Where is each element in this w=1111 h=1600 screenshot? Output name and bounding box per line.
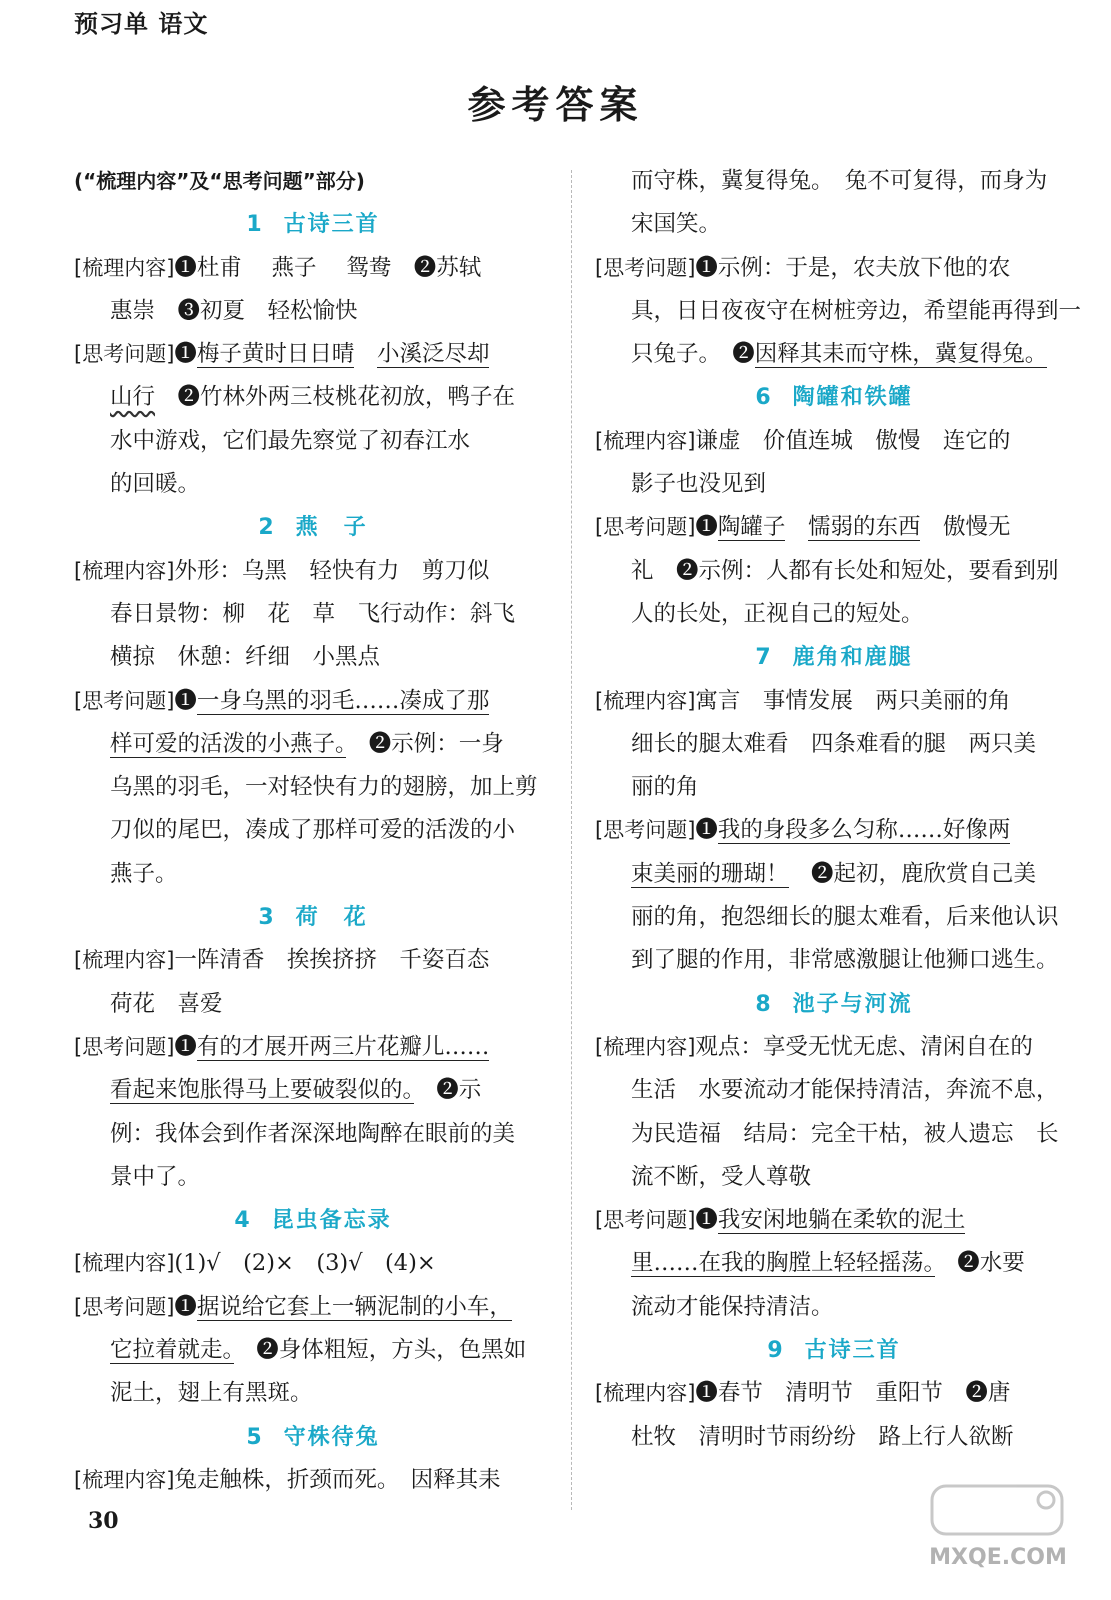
- answer-text: [785, 514, 808, 540]
- text-line: [595, 420, 1073, 463]
- label-tag: [梳理内容]: [595, 428, 696, 453]
- section-heading: [74, 506, 552, 549]
- answer-text: ❶: [174, 1293, 197, 1320]
- section-title: 荷 花: [295, 905, 368, 931]
- text-line: 细长的腿太难看 四条难看的腿 两只美: [631, 730, 1037, 757]
- answer-text: ❶: [695, 1207, 718, 1234]
- text-line: 杜牧 清明时节雨纷纷 路上行人欲断: [631, 1423, 1014, 1450]
- answer-text: ❶: [174, 341, 197, 368]
- text-line: 乌黑的羽毛，一对轻快有力的翅膀，加上剪: [110, 774, 538, 801]
- section-title: 昆虫备忘录: [271, 1208, 392, 1234]
- text-line: 人的长处，正视自己的短处。: [631, 600, 924, 627]
- text-line: 为民造福 结局：完全干枯，被人遗忘 长: [631, 1120, 1059, 1147]
- section-number: 8: [755, 991, 773, 1017]
- answer-text: ❶示例：于是，农夫放下他的农: [695, 254, 1011, 281]
- section-heading: [595, 636, 1073, 679]
- section-title: 池子与河流: [792, 991, 913, 1017]
- label-tag: [思考问题]: [595, 515, 696, 540]
- text-line: 荷花 喜爱: [110, 990, 223, 1017]
- section-heading: [74, 1199, 552, 1242]
- text-line: [595, 247, 1073, 290]
- text-line: 例：我体会到作者深深地陶醉在眼前的美: [110, 1120, 516, 1147]
- section-title: 陶罐和铁罐: [792, 385, 913, 411]
- section-number: 3: [258, 905, 276, 931]
- answer-text: 谦虚 价值连城 傲慢 连它的: [695, 427, 1011, 454]
- page-number: 30: [88, 1508, 119, 1534]
- text-line: [595, 809, 1073, 852]
- answer-text: ❶杜甫 燕子 鸳鸯 ❷苏轼: [174, 254, 482, 281]
- text-line: [595, 333, 1073, 376]
- text-line: 而守株，冀复得兔。 兔不可复得，而身为: [631, 168, 1048, 194]
- text-line: [74, 376, 552, 419]
- text-line: [74, 333, 552, 376]
- text-line: [595, 1026, 1073, 1069]
- section-heading: [595, 1329, 1073, 1372]
- label-tag: [思考问题]: [74, 1034, 175, 1059]
- underlined-text: 梅子黄时日日晴: [196, 341, 355, 368]
- section-heading: [595, 983, 1073, 1026]
- text-line: 水中游戏，它们最先察觉了初春江水: [110, 427, 471, 454]
- section-number: 1: [246, 212, 264, 238]
- label-tag: [思考问题]: [595, 255, 696, 280]
- label-tag: [梳理内容]: [74, 558, 175, 583]
- answer-text: ❷示: [413, 1077, 482, 1104]
- answer-text: ❷示例：一身: [346, 730, 504, 757]
- text-line: [595, 506, 1073, 549]
- text-line: [74, 1286, 552, 1329]
- note-line: (“梳理内容”及“思考问题”部分): [74, 169, 365, 193]
- label-tag: [思考问题]: [74, 342, 175, 367]
- wavy-underlined-text: 山行: [110, 384, 156, 411]
- answer-text: [354, 341, 377, 367]
- label-tag: [梳理内容]: [74, 948, 175, 973]
- answer-text: ❷水要: [934, 1250, 1025, 1277]
- page-title: 参考答案: [467, 82, 644, 127]
- text-line: 流动才能保持清洁。: [631, 1293, 834, 1320]
- section-number: 2: [258, 515, 276, 541]
- text-line: 宋国笑。: [631, 211, 722, 238]
- text-line: 刀似的尾巴，凑成了那样可爱的活泼的小: [110, 817, 516, 844]
- text-line: [74, 1329, 552, 1372]
- text-line: 到了腿的作用，非常感激腿让他狮口逃生。: [631, 947, 1059, 974]
- label-tag: [梳理内容]: [74, 1467, 175, 1492]
- underlined-text: 样可爱的活泼的小燕子。: [110, 730, 347, 757]
- answer-text: (1)√ (2)× (3)√ (4)×: [174, 1250, 436, 1277]
- answer-text: ❶: [174, 1033, 197, 1060]
- section-title: 鹿角和鹿腿: [792, 645, 913, 671]
- answer-text: ❶: [695, 817, 718, 844]
- underlined-text: 里……在我的胸膛上轻轻摇荡。: [631, 1250, 935, 1277]
- text-line: 春日景物：柳 花 草 飞行动作：斜飞: [110, 600, 516, 627]
- page-header: 预习单 语文: [74, 10, 209, 38]
- text-line: 具，日日夜夜守在树桩旁边，希望能再得到一: [631, 297, 1082, 324]
- answer-text: ❷竹林外两三枝桃花初放，鸭子在: [155, 384, 516, 411]
- answer-text: 观点：享受无忧无虑、清闲自在的: [695, 1033, 1033, 1060]
- text-line: 景中了。: [110, 1163, 201, 1190]
- text-line: 影子也没见到: [631, 471, 767, 498]
- answer-text: ❶: [695, 514, 718, 541]
- underlined-text: 据说给它套上一辆泥制的小车，: [196, 1293, 512, 1320]
- underlined-text: 束美丽的珊瑚！: [631, 860, 789, 887]
- section-heading: [74, 896, 552, 939]
- text-line: [595, 1199, 1073, 1242]
- answer-text: 寓言 事情发展 两只美丽的角: [695, 687, 1011, 714]
- section-title: 古诗三首: [804, 1338, 901, 1364]
- underlined-text: 我安闲地躺在柔软的泥土: [717, 1207, 966, 1234]
- text-line: [595, 853, 1073, 896]
- text-line: 的回暖。: [110, 471, 201, 498]
- section-number: 4: [234, 1208, 252, 1234]
- underlined-text: 它拉着就走。: [110, 1337, 234, 1364]
- text-line: 流不断，受人尊敬: [631, 1163, 812, 1190]
- section-number: 6: [755, 385, 773, 411]
- section-title: 守株待兔: [283, 1424, 380, 1450]
- label-tag: [思考问题]: [74, 688, 175, 713]
- text-line: [74, 550, 552, 593]
- text-line: [595, 680, 1073, 723]
- section-title: 古诗三首: [283, 212, 380, 238]
- text-line: 惠崇 ❸初夏 轻松愉快: [110, 297, 358, 324]
- text-line: [74, 1242, 552, 1285]
- section-heading: [74, 1416, 552, 1459]
- answer-text: 只兔子。 ❷: [631, 341, 755, 368]
- watermark-logo: [918, 1478, 1078, 1578]
- answer-text: ❷身体粗短，方头，色黑如: [233, 1337, 527, 1364]
- text-line: [74, 1069, 552, 1112]
- text-line: 横掠 休憩：纤细 小黑点: [110, 644, 381, 671]
- right-column: [595, 160, 1082, 1459]
- label-tag: [梳理内容]: [74, 255, 175, 280]
- text-line: 生活 水要流动才能保持清洁，奔流不息，: [631, 1077, 1059, 1104]
- answer-text: 一阵清香 挨挨挤挤 千姿百态: [174, 947, 490, 974]
- underlined-text: 陶罐子: [717, 514, 786, 541]
- text-line: [74, 939, 552, 982]
- label-tag: [思考问题]: [74, 1294, 175, 1319]
- left-column: [74, 160, 552, 1502]
- text-line: [74, 680, 552, 723]
- section-number: 7: [755, 645, 773, 671]
- text-line: [74, 1026, 552, 1069]
- underlined-text: 因释其耒而守株，冀复得兔。: [754, 341, 1048, 368]
- text-line: 礼 ❷示例：人都有长处和短处，要看到别: [631, 557, 1059, 584]
- section-title: 燕 子: [295, 515, 368, 541]
- answer-text: 傲慢无: [920, 514, 1011, 541]
- underlined-text: 我的身段多么匀称……好像两: [717, 817, 1011, 844]
- underlined-text: 看起来饱胀得马上要破裂似的。: [110, 1077, 414, 1104]
- text-line: 丽的角，抱怨细长的腿太难看，后来他认识: [631, 904, 1059, 931]
- answer-text: 兔走触株，折颈而死。 因释其耒: [174, 1466, 501, 1493]
- text-line: 燕子。: [110, 860, 178, 887]
- text-line: [595, 1242, 1073, 1285]
- underlined-text: 一身乌黑的羽毛……凑成了那: [196, 687, 490, 714]
- answer-text: ❷起初，鹿欣赏自己美: [788, 860, 1037, 887]
- section-number: 5: [246, 1424, 264, 1450]
- section-heading: [74, 203, 552, 246]
- answer-text: ❶春节 清明节 重阳节 ❷唐: [695, 1380, 1011, 1407]
- text-line: [595, 1372, 1073, 1415]
- label-tag: [梳理内容]: [595, 1381, 696, 1406]
- section-heading: [595, 376, 1073, 419]
- label-tag: [梳理内容]: [595, 1034, 696, 1059]
- watermark-text: MXQE.COM: [929, 1545, 1067, 1570]
- text-line: [74, 723, 552, 766]
- label-tag: [思考问题]: [595, 1208, 696, 1233]
- answer-text: ❶: [174, 687, 197, 714]
- text-line: 丽的角: [631, 774, 699, 801]
- section-number: 9: [767, 1338, 785, 1364]
- label-tag: [梳理内容]: [74, 1251, 175, 1276]
- label-tag: [思考问题]: [595, 818, 696, 843]
- answer-text: 外形：乌黑 轻快有力 剪刀似: [174, 557, 490, 584]
- underlined-text: 小溪泛尽却: [376, 341, 490, 368]
- text-line: [74, 1459, 552, 1502]
- label-tag: [梳理内容]: [595, 688, 696, 713]
- underlined-text: 有的才展开两三片花瓣儿……: [196, 1033, 490, 1060]
- text-line: [74, 247, 552, 290]
- underlined-text: 懦弱的东西: [807, 514, 921, 541]
- column-divider: [571, 170, 572, 1510]
- text-line: 泥土，翅上有黑斑。: [110, 1380, 313, 1407]
